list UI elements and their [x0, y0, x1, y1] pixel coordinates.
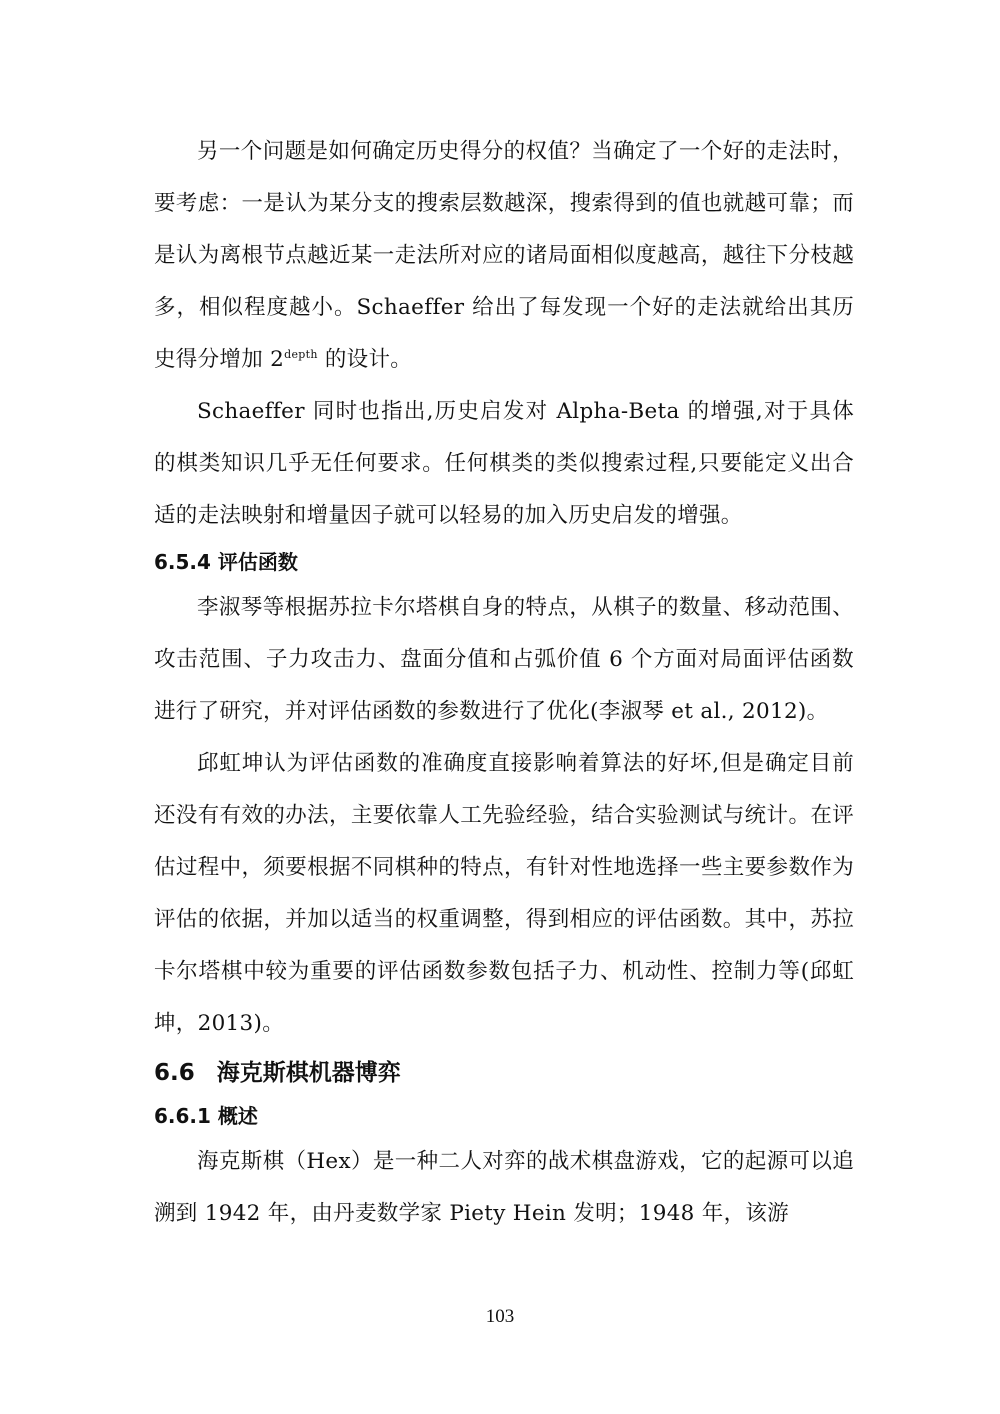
formula-superscript: depth — [284, 347, 318, 361]
heading-6-6 — [154, 1050, 854, 1096]
paragraph-hex-intro: 海克斯棋（Hex）是一种二人对弈的战术棋盘游戏，它的起源可以追溯到 1942 年，由丹麦数学家 Piety Hein 发明；1948 年，该游 — [154, 1149, 854, 1226]
paragraph-li-shuqin: 李淑琴等根据苏拉卡尔塔棋自身的特点，从棋子的数量、移动范围、攻击范围、子力攻击力、盘面分值和占弧价值 6 个方面对局面评估函数进行了研究，并对评估函数的参数进行了优化(李淑琴 et al., 2012)。 — [154, 595, 854, 724]
heading-6-5-4: 6.5.4 评估函数 — [154, 550, 298, 574]
section-title: 海克斯棋机器博弈 — [216, 1060, 401, 1086]
page-number: 103 — [485, 1306, 515, 1327]
paragraph-history-weight-text: 另一个问题是如何确定历史得分的权值？当确定了一个好的走法时，要考虑：一是认为某分支的搜索层数越深，搜索得到的值也就越可靠；而是认为离根节点越近某一走法所对应的诸局面相似度越高，越往下分枝越多，相似程度越小。Schaeffer 给出了每发现一个好的走法就给出其历史得分增加 — [154, 139, 854, 372]
text-column — [154, 126, 854, 1240]
section-number: 6.6 — [154, 1060, 195, 1086]
paragraph-history-weight — [154, 126, 854, 386]
paragraph-history-weight-tail: 的设计。 — [317, 347, 413, 372]
heading-6-6-1: 6.6.1 概述 — [154, 1104, 258, 1128]
paragraph-schaeffer: Schaeffer 同时也指出,历史启发对 Alpha-Beta 的增强,对于具体的棋类知识几乎无任何要求。任何棋类的类似搜索过程,只要能定义出合适的走法映射和增量因子就可以轻易的加入历史启发的增强。 — [154, 399, 854, 528]
formula-base: 2 — [270, 347, 285, 372]
paragraph-qiu-hongkun: 邱虹坤认为评估函数的准确度直接影响着算法的好坏,但是确定目前还没有有效的办法，主要依靠人工先验经验，结合实验测试与统计。在评估过程中，须要根据不同棋种的特点，有针对性地选择一些主要参数作为评估的依据，并加以适当的权重调整，得到相应的评估函数。其中，苏拉卡尔塔棋中较为重要的评估函数参数包括子力、机动性、控制力等(邱虹坤，2013)。 — [154, 751, 854, 1036]
